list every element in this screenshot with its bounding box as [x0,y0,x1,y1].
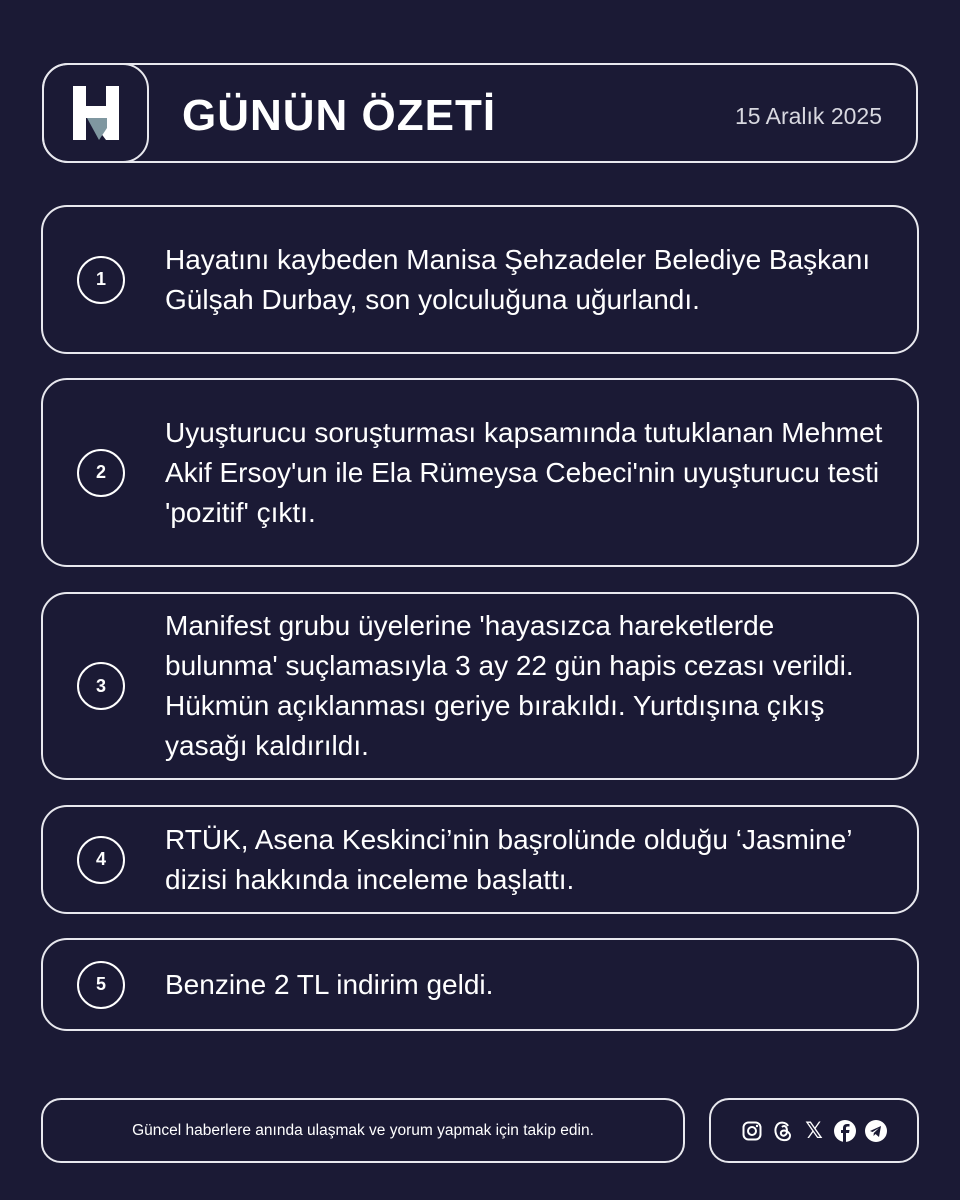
item-text: Hayatını kaybeden Manisa Şehzadeler Belediye Başkanı Gülşah Durbay, son yolculuğuna uğurlandı. [165,243,871,315]
footer-text: Güncel haberlere anında ulaşmak ve yorum yapmak için takip edin. [132,1121,594,1139]
item-text: RTÜK, Asena Keskinci’nin başrolünde olduğu ‘Jasmine’ dizisi hakkında inceleme başlattı. [165,823,852,895]
instagram-icon[interactable] [740,1119,764,1143]
header [42,63,918,163]
item-text: Manifest grubu üyelerine 'hayasızca hareketlerde bulunma' suçlamasıyla 3 ay 22 gün hapis cezası verildi. Hükmün açıklanması geriye bırakıldı. Yurtdışına çıkış yasağı kaldırıldı. [165,610,854,761]
threads-icon[interactable] [771,1119,795,1143]
item-number: 4 [77,836,125,884]
social-links [709,1098,919,1163]
facebook-icon[interactable] [833,1119,857,1143]
x-icon[interactable]: 𝕏 [805,1117,823,1143]
news-item [41,592,919,780]
logo [42,63,149,163]
item-number: 2 [77,449,125,497]
item-text: Benzine 2 TL indirim geldi. [165,968,494,1000]
page-title: GÜNÜN ÖZETİ [182,91,497,140]
item-number: 5 [77,961,125,1009]
item-number: 1 [77,256,125,304]
news-item [41,805,919,914]
date: 15 Aralık 2025 [734,103,882,129]
footer-message [41,1098,685,1163]
item-number: 3 [77,662,125,710]
news-item [41,378,919,567]
news-item [41,938,919,1031]
item-text: Uyuşturucu soruşturması kapsamında tutuklanan Mehmet Akif Ersoy'un ile Ela Rümeysa Cebeci'nin uyuşturucu testi 'pozitif' çıktı. [165,416,883,528]
telegram-icon[interactable] [864,1119,888,1143]
logo-h-icon [73,86,119,140]
news-item [41,205,919,354]
